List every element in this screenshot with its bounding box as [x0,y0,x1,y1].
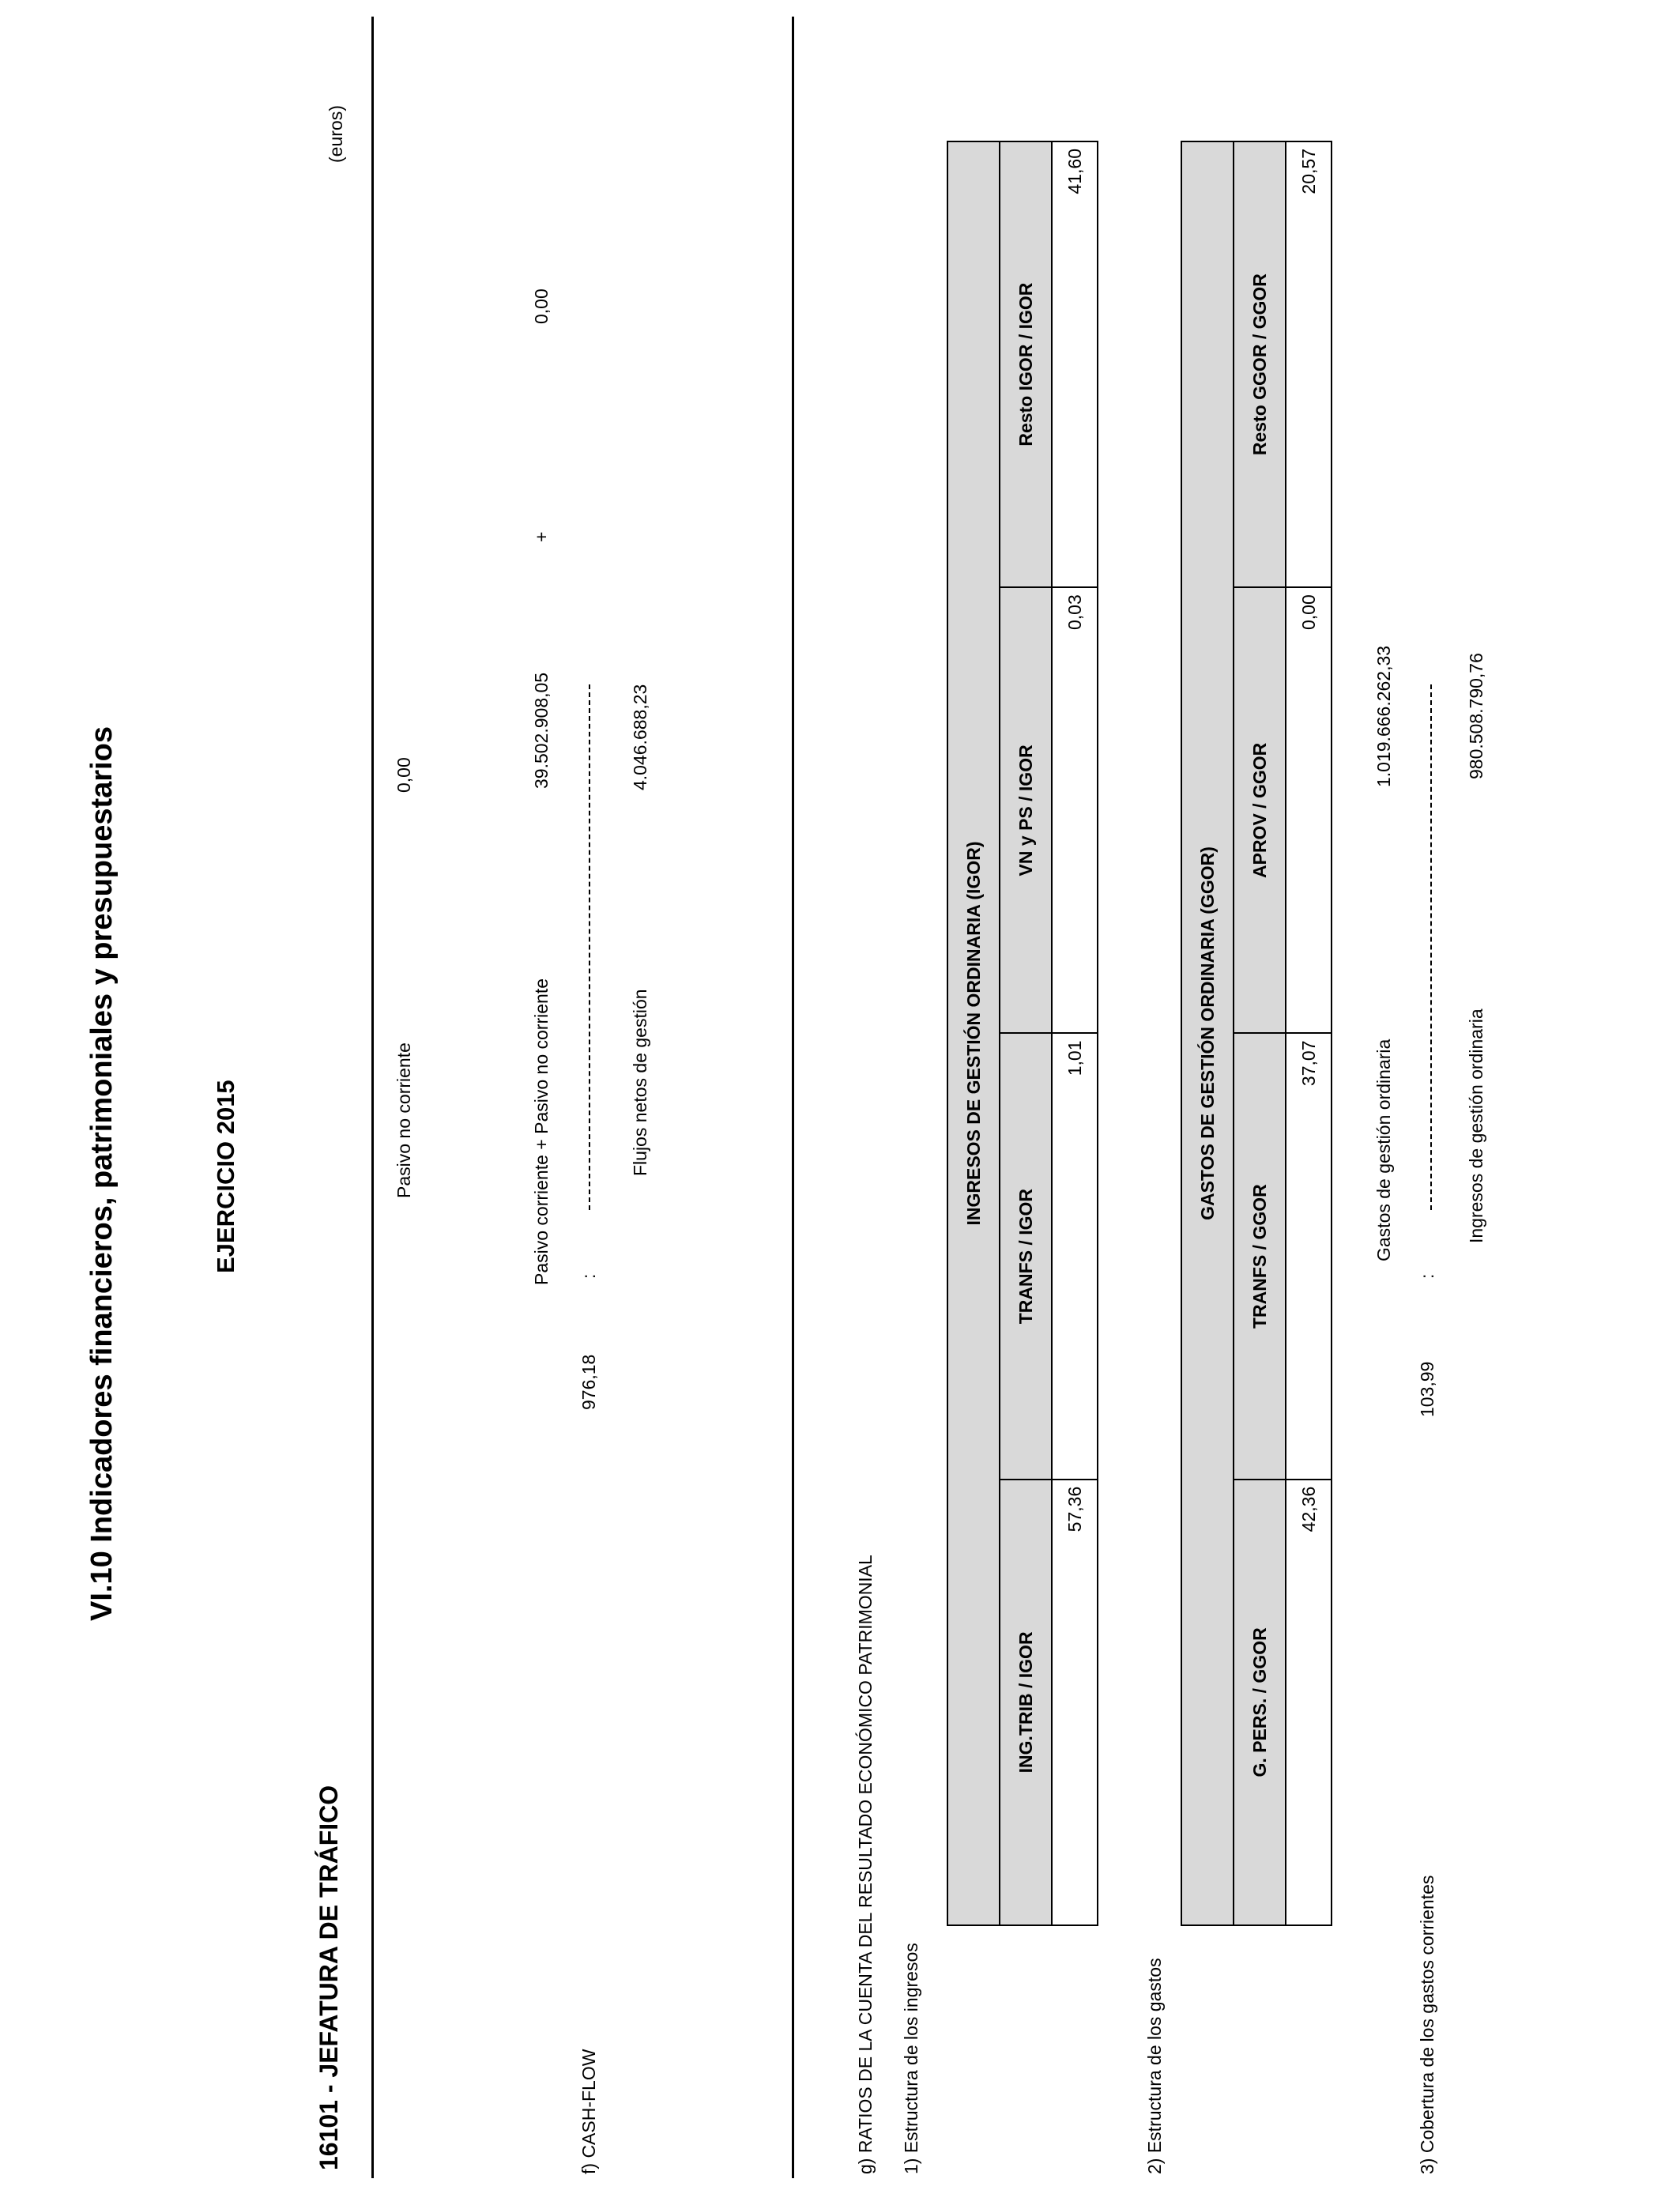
gastos-col-header: Resto GGOR / GGOR [1234,141,1286,587]
pasivo-no-corriente-label: Pasivo no corriente [394,1042,414,1198]
cobertura-denominator-value: 980.508.790,76 [1466,653,1486,779]
gastos-value: 42,36 [1286,1480,1332,1925]
table-row [1052,141,1098,1925]
units-label: (euros) [326,105,346,163]
report-title: VI.10 Indicadores financieros, patrimoniales y presupuestarios [85,726,119,1621]
gastos-col-header: TRANFS / GGOR [1234,1034,1286,1480]
cashflow-denominator-label: Flujos netos de gestión [630,989,650,1176]
gastos-table [1181,141,1332,1926]
cobertura-colon: : [1417,1273,1437,1279]
cashflow-numerator-value: 39.502.908,05 [531,672,552,789]
table-row [1286,141,1332,1925]
cashflow-colon: : [578,1273,599,1279]
section-g-heading: g) RATIOS DE LA CUENTA DEL RESULTADO ECONÓMICO PATRIMONIAL [855,1555,876,2174]
cashflow-numerator-label: Pasivo corriente + Pasivo no corriente [531,978,552,1285]
top-rule [371,17,374,2178]
ingresos-group-header: INGRESOS DE GESTIÓN ORDINARIA (IGOR) [947,141,1000,1925]
cashflow-result: 976,18 [578,1354,599,1410]
ingresos-value: 0,03 [1052,587,1098,1033]
gastos-col-header: APROV / GGOR [1234,587,1286,1033]
report-subtitle: EJERCICIO 2015 [212,1080,239,1273]
gastos-col-header: G. PERS. / GGOR [1234,1480,1286,1925]
ingresos-value: 57,36 [1052,1480,1098,1925]
cobertura-result: 103,99 [1417,1361,1437,1417]
ingresos-col-header: VN y PS / IGOR [1000,587,1052,1033]
gastos-value: 20,57 [1286,141,1332,587]
section-g-item1: 1) Estructura de los ingresos [901,1943,921,2174]
cashflow-fraction-line [589,684,590,1210]
section-g-item2: 2) Estructura de los gastos [1144,1958,1165,2174]
cobertura-numerator-value: 1.019.666.262,33 [1373,645,1394,787]
gastos-value: 37,07 [1286,1034,1332,1480]
zero-value: 0,00 [531,288,552,324]
plus-sign: + [531,531,552,542]
ingresos-col-header: TRANFS / IGOR [1000,1034,1052,1480]
cashflow-denominator-value: 4.046.688,23 [630,684,650,790]
gastos-group-header: GASTOS DE GESTIÓN ORDINARIA (GGOR) [1181,141,1234,1925]
ingresos-col-header: ING.TRIB / IGOR [1000,1480,1052,1925]
cashflow-heading: f) CASH-FLOW [578,2049,599,2174]
section-g-item3: 3) Cobertura de los gastos corrientes [1417,1875,1437,2174]
ingresos-value: 1,01 [1052,1034,1098,1480]
ingresos-value: 41,60 [1052,141,1098,587]
entity-name: 16101 - JEFATURA DE TRÁFICO [315,1785,343,2170]
middle-rule [792,17,794,2178]
ingresos-col-header: Resto IGOR / IGOR [1000,141,1052,587]
cobertura-fraction-line [1430,684,1432,1210]
ingresos-table [947,141,1098,1926]
cobertura-denominator-label: Ingresos de gestión ordinaria [1466,1008,1486,1243]
cobertura-numerator-label: Gastos de gestión ordinaria [1373,1039,1394,1261]
pasivo-no-corriente-value: 0,00 [394,757,414,793]
gastos-value: 0,00 [1286,587,1332,1033]
